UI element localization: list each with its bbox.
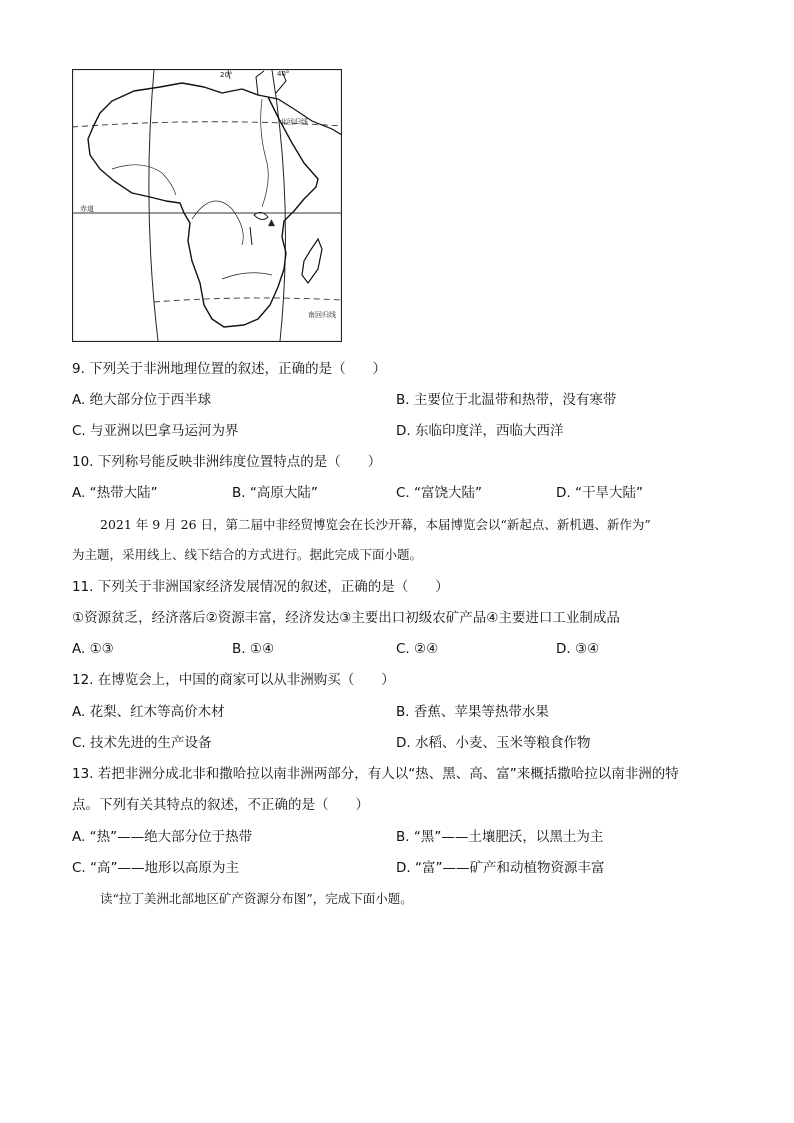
- q9-option-a[interactable]: A. 绝大部分位于西半球: [72, 392, 212, 408]
- label-tropic-cancer: 北回归线: [280, 118, 308, 126]
- q11-option-d[interactable]: D. ③④: [556, 641, 600, 657]
- mountain-marker: ▲: [268, 218, 275, 228]
- q11-option-c[interactable]: C. ②④: [396, 641, 439, 657]
- q13-stem-line2: 点。下列有关其特点的叙述，不正确的是（ ）: [72, 797, 369, 813]
- q11-option-b[interactable]: B. ①④: [232, 641, 275, 657]
- q12-option-c[interactable]: C. 技术先进的生产设备: [72, 735, 212, 751]
- q11-stem: 11. 下列关于非洲国家经济发展情况的叙述，正确的是（ ）: [72, 579, 449, 595]
- q10-stem: 10. 下列称号能反映非洲纬度位置特点的是（ ）: [72, 454, 382, 470]
- q11-option-a[interactable]: A. ①③: [72, 641, 114, 657]
- q13-option-c[interactable]: C. “高”——地形以高原为主: [72, 860, 239, 876]
- label-lon-20: 20°: [220, 71, 233, 79]
- q10-option-b[interactable]: B. “高原大陆”: [232, 485, 318, 501]
- q12-stem: 12. 在博览会上，中国的商家可以从非洲购买（ ）: [72, 672, 395, 688]
- context-expo-line2: 为主题，采用线上、线下结合的方式进行。据此完成下面小题。: [72, 547, 423, 562]
- q9-option-c[interactable]: C. 与亚洲以巴拿马运河为界: [72, 423, 239, 439]
- q10-option-a[interactable]: A. “热带大陆”: [72, 485, 158, 501]
- label-tropic-capricorn: 南回归线: [308, 311, 336, 319]
- q13-option-a[interactable]: A. “热”——绝大部分位于热带: [72, 829, 253, 845]
- africa-map: [72, 69, 342, 342]
- q13-option-b[interactable]: B. “黑”——土壤肥沃，以黑土为主: [396, 829, 604, 845]
- q11-items: ①资源贫乏，经济落后②资源丰富，经济发达③主要出口初级农矿产品④主要进口工业制成品: [72, 610, 620, 626]
- q10-option-c[interactable]: C. “富饶大陆”: [396, 485, 482, 501]
- q10-option-d[interactable]: D. “干旱大陆”: [556, 485, 643, 501]
- q13-option-d[interactable]: D. “富”——矿产和动植物资源丰富: [396, 860, 605, 876]
- q9-option-d[interactable]: D. 东临印度洋，西临大西洋: [396, 423, 564, 439]
- context-map-intro: 读“拉丁美洲北部地区矿产资源分布图”，完成下面小题。: [100, 891, 413, 906]
- label-equator: 赤道: [80, 205, 94, 213]
- q12-option-b[interactable]: B. 香蕉、苹果等热带水果: [396, 704, 549, 720]
- q9-option-b[interactable]: B. 主要位于北温带和热带，没有寒带: [396, 392, 617, 408]
- q13-stem-line1: 13. 若把非洲分成北非和撒哈拉以南非洲两部分，有人以“热、黑、高、富”来概括撒哈拉以南非洲的特: [72, 766, 679, 782]
- q12-option-d[interactable]: D. 水稻、小麦、玉米等粮食作物: [396, 735, 591, 751]
- label-lon-40: 40°: [277, 70, 290, 78]
- q12-option-a[interactable]: A. 花梨、红木等高价木材: [72, 704, 225, 720]
- q9-stem: 9. 下列关于非洲地理位置的叙述，正确的是（ ）: [72, 361, 387, 377]
- context-expo-line1: 2021 年 9 月 26 日，第二届中非经贸博览会在长沙开幕，本届博览会以“新起点、新机遇、新作为”: [100, 517, 651, 532]
